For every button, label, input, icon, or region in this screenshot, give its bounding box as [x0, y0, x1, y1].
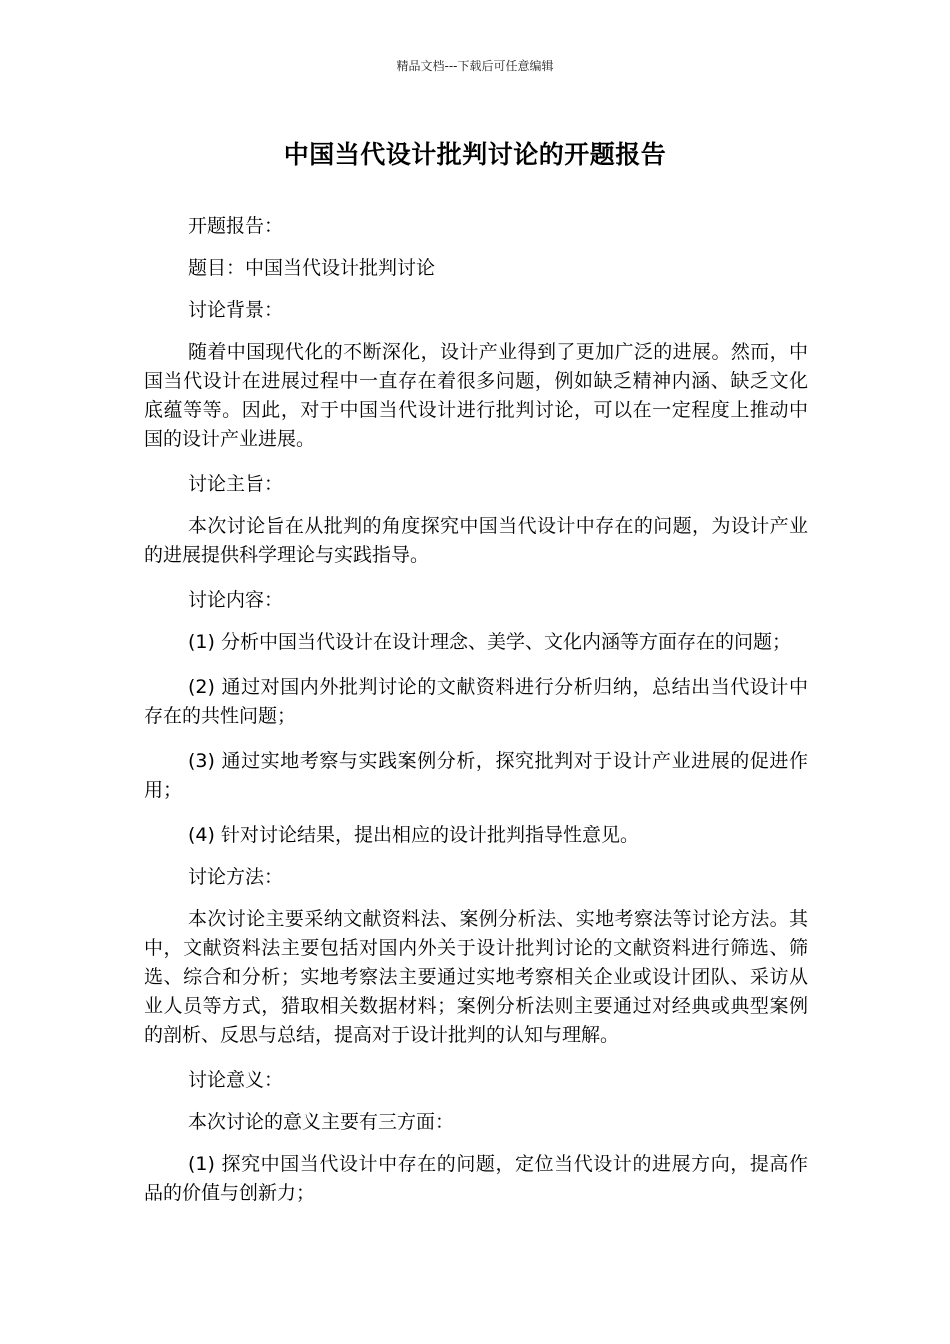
method-paragraph: 本次讨论主要采纳文献资料法、案例分析法、实地考察法等讨论方法。其中，文献资料法主要包括对国内外关于设计批判讨论的文献资料进行筛选、筛选、综合和分析；实地考察法主要通过实地考察相关企业或设计团队、采访从业人员等方式，猎取相关数据材料；案例分析法则主要通过对经典或典型案例的剖析、反思与总结，提高对于设计批判的认知与理解。 [144, 908, 808, 1046]
document-body [144, 212, 808, 1224]
section-label-report: 开题报告： [188, 215, 284, 237]
content-item-2: (2) 通过对国内外批判讨论的文献资料进行分析归纳，总结出当代设计中存在的共性问题； [144, 676, 808, 727]
significance-item-1: (1) 探究中国当代设计中存在的问题，定位当代设计的进展方向，提高作品的价值与创新力； [144, 1153, 808, 1204]
content-item-1: (1) 分析中国当代设计在设计理念、美学、文化内涵等方面存在的问题； [188, 631, 791, 653]
section-label-method: 讨论方法： [188, 866, 284, 888]
section-label-background: 讨论背景： [188, 299, 284, 321]
section-label-content: 讨论内容： [188, 589, 284, 611]
background-paragraph: 随着中国现代化的不断深化，设计产业得到了更加广泛的进展。然而，中国当代设计在进展过程中一直存在着很多问题，例如缺乏精神内涵、缺乏文化底蕴等等。因此，对于中国当代设计进行批判讨论，可以在一定程度上推动中国的设计产业进展。 [144, 341, 808, 450]
purpose-paragraph: 本次讨论旨在从批判的角度探究中国当代设计中存在的问题，为设计产业的进展提供科学理论与实践指导。 [144, 515, 808, 566]
section-label-purpose: 讨论主旨： [188, 473, 284, 495]
header-note: 精品文档---下载后可任意编辑 [396, 59, 554, 73]
significance-intro: 本次讨论的意义主要有三方面： [188, 1111, 455, 1133]
content-item-4: (4) 针对讨论结果，提出相应的设计批判指导性意见。 [188, 824, 639, 846]
section-label-significance: 讨论意义： [188, 1069, 284, 1091]
content-item-3: (3) 通过实地考察与实践案例分析，探究批判对于设计产业进展的促进作用； [144, 750, 808, 801]
topic-line: 题目：中国当代设计批判讨论 [188, 257, 436, 279]
document-title: 中国当代设计批判讨论的开题报告 [283, 140, 667, 169]
